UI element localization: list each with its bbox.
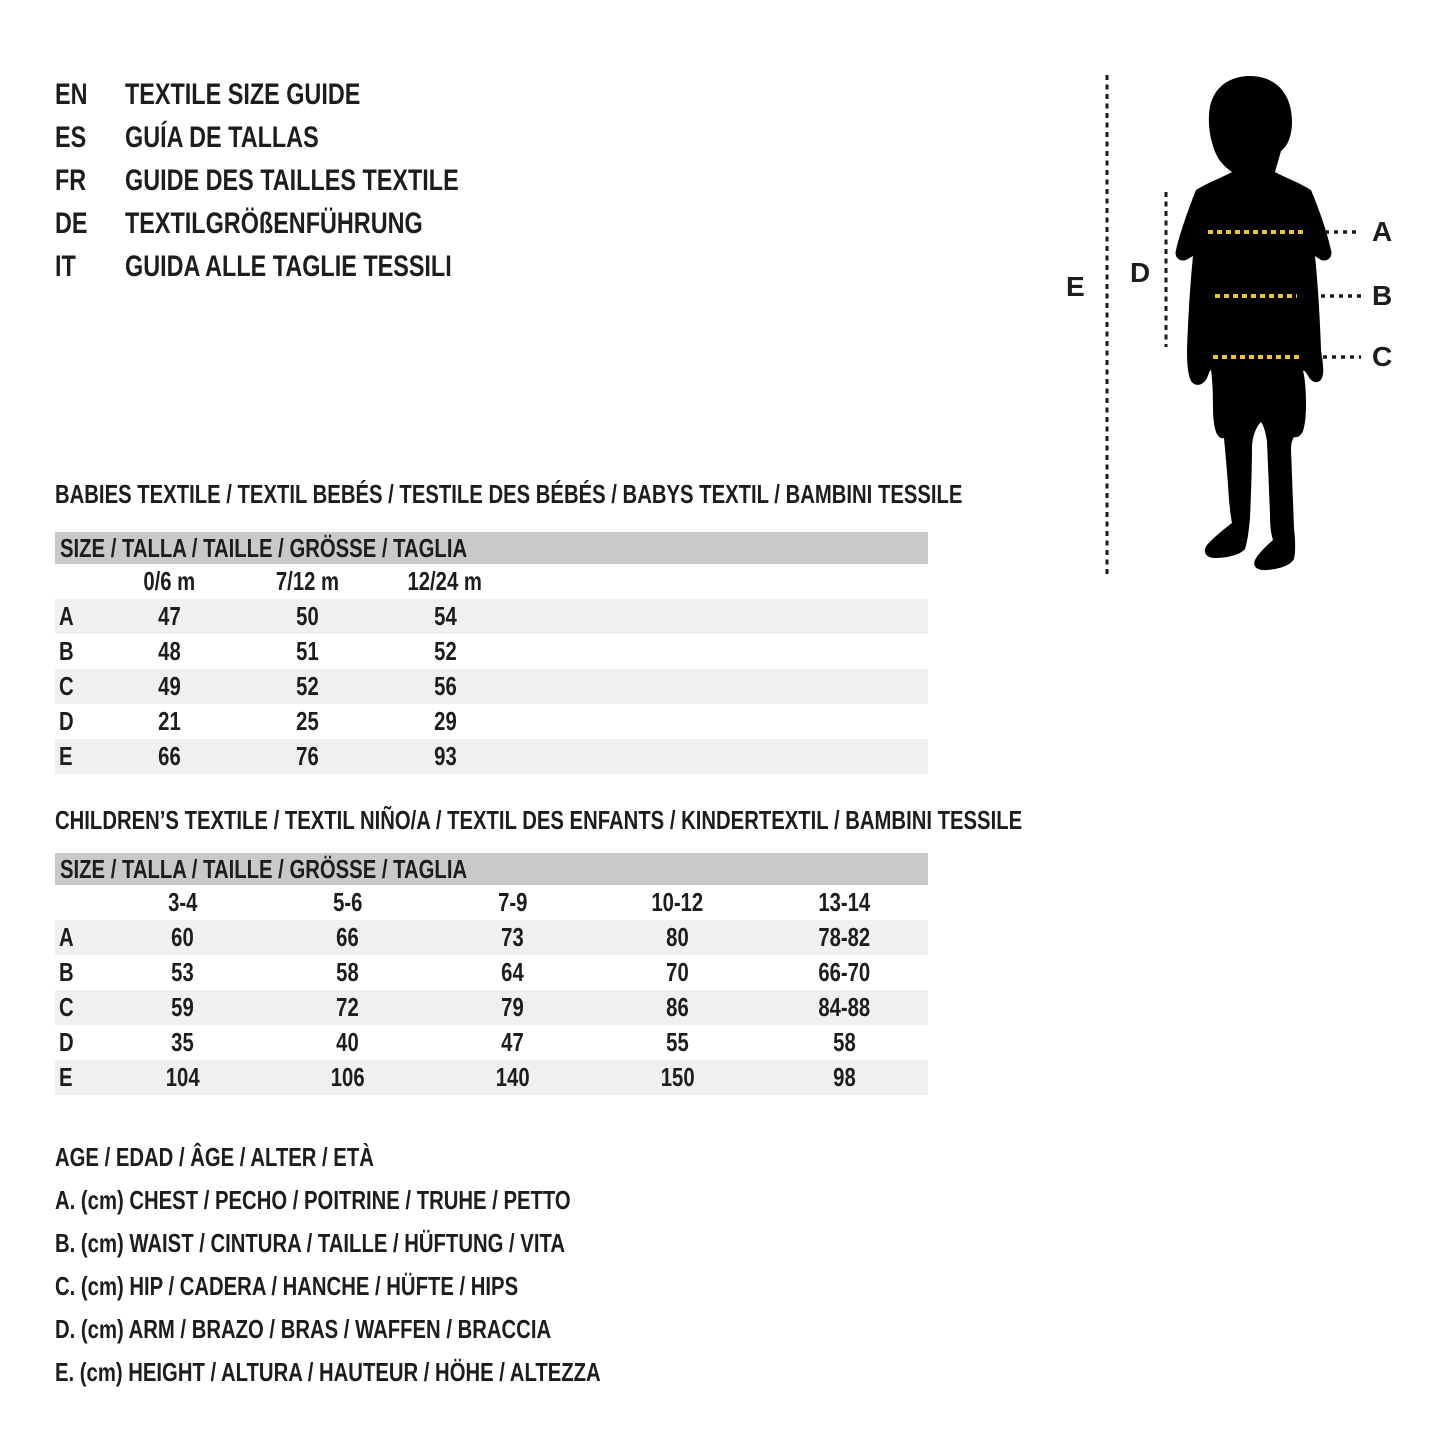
cell-value: 93 — [433, 741, 457, 771]
legend-hip: C. (cm) HIP / CADERA / HANCHE / HÜFTE / HIPS — [55, 1271, 519, 1301]
table-row — [55, 599, 928, 634]
title-row-en — [55, 73, 553, 116]
cell-value: 78-82 — [818, 922, 870, 952]
babies-size-header-bar: SIZE / TALLA / TAILLE / GRÖSSE / TAGLIA — [55, 532, 928, 564]
legend-height: E. (cm) HEIGHT / ALTURA / HAUTEUR / HÖHE / ALTEZZA — [55, 1357, 601, 1387]
babies-section-title: BABIES TEXTILE / TEXTIL BEBÉS / TESTILE DES BÉBÉS / BABYS TEXTIL / BAMBINI TESSILE — [55, 479, 963, 509]
cell-value: 58 — [336, 957, 359, 987]
page-title-en: TEXTILE SIZE GUIDE — [125, 78, 361, 111]
cell-value: 98 — [832, 1062, 856, 1092]
table-row — [55, 669, 928, 704]
cell-value: 66 — [336, 922, 359, 952]
legend-age: AGE / EDAD / ÂGE / ALTER / ETÀ — [55, 1142, 374, 1172]
children-col-3: 10-12 — [651, 887, 704, 917]
legend-waist: B. (cm) WAIST / CINTURA / TAILLE / HÜFTUNG / VITA — [55, 1228, 565, 1258]
cell-value: 60 — [171, 922, 194, 952]
children-size-table — [55, 885, 928, 1095]
title-row-es — [55, 116, 553, 159]
measure-label-e: E — [1066, 271, 1085, 302]
babies-col-2: 12/24 m — [407, 566, 483, 596]
cell-value: 64 — [501, 957, 524, 987]
cell-value: 66 — [157, 741, 181, 771]
cell-value: 80 — [666, 922, 689, 952]
cell-value: 47 — [501, 1027, 524, 1057]
lang-code: EN — [55, 78, 88, 111]
row-label: D — [59, 1027, 74, 1057]
cell-value: 52 — [433, 636, 457, 666]
cell-value: 47 — [157, 601, 181, 631]
page-title-fr: GUIDE DES TAILLES TEXTILE — [125, 164, 459, 197]
babies-size-table — [55, 564, 928, 774]
title-row-fr — [55, 159, 553, 202]
cell-value: 104 — [165, 1062, 200, 1092]
table-row — [55, 704, 928, 739]
row-label: A — [59, 601, 74, 631]
children-column-header-row — [55, 885, 928, 920]
table-row — [55, 990, 928, 1025]
legend-arm: D. (cm) ARM / BRAZO / BRAS / WAFFEN / BRACCIA — [55, 1314, 552, 1344]
babies-table-block — [55, 532, 928, 774]
measure-label-c: C — [1372, 341, 1393, 372]
cell-value: 35 — [171, 1027, 194, 1057]
cell-value: 56 — [433, 671, 457, 701]
table-row — [55, 739, 928, 774]
cell-value: 55 — [666, 1027, 689, 1057]
cell-value: 59 — [171, 992, 194, 1022]
cell-value: 58 — [832, 1027, 856, 1057]
lang-code: IT — [55, 250, 76, 283]
cell-value: 84-88 — [818, 992, 870, 1022]
cell-value: 49 — [157, 671, 181, 701]
language-title-list — [55, 73, 553, 288]
row-label: A — [59, 922, 74, 952]
cell-value: 52 — [295, 671, 319, 701]
cell-value: 150 — [660, 1062, 695, 1092]
table-row — [55, 634, 928, 669]
children-table-block — [55, 853, 928, 1095]
page-title-it: GUIDA ALLE TAGLIE TESSILI — [125, 250, 452, 283]
table-row — [55, 1025, 928, 1060]
cell-value: 29 — [433, 706, 457, 736]
measure-label-d: D — [1130, 257, 1151, 288]
cell-value: 51 — [295, 636, 319, 666]
lang-code: ES — [55, 121, 87, 154]
table-row — [55, 1060, 928, 1095]
cell-value: 25 — [295, 706, 319, 736]
measurement-legend — [55, 1136, 755, 1394]
row-label: B — [59, 957, 74, 987]
cell-value: 76 — [295, 741, 319, 771]
cell-value: 72 — [336, 992, 359, 1022]
legend-chest: A. (cm) CHEST / PECHO / POITRINE / TRUHE / PETTO — [55, 1185, 571, 1215]
cell-value: 53 — [171, 957, 194, 987]
page-title-es: GUÍA DE TALLAS — [125, 121, 319, 154]
row-label: E — [59, 741, 73, 771]
cell-value: 66-70 — [818, 957, 870, 987]
children-col-2: 7-9 — [497, 887, 528, 917]
cell-value: 86 — [666, 992, 689, 1022]
cell-value: 21 — [157, 706, 181, 736]
measure-label-b: B — [1372, 280, 1393, 311]
row-label: C — [59, 671, 74, 701]
table-row — [55, 955, 928, 990]
cell-value: 70 — [666, 957, 689, 987]
table-row — [55, 920, 928, 955]
cell-value: 48 — [157, 636, 181, 666]
row-label: E — [59, 1062, 73, 1092]
title-row-de — [55, 202, 553, 245]
lang-code: DE — [55, 207, 88, 240]
children-col-1: 5-6 — [332, 887, 363, 917]
row-label: D — [59, 706, 74, 736]
lang-code: FR — [55, 164, 87, 197]
row-label: B — [59, 636, 74, 666]
cell-value: 79 — [501, 992, 524, 1022]
cell-value: 73 — [501, 922, 524, 952]
row-label: C — [59, 992, 74, 1022]
cell-value: 54 — [433, 601, 457, 631]
cell-value: 50 — [295, 601, 319, 631]
children-section-title: CHILDREN’S TEXTILE / TEXTIL NIÑO/A / TEXTIL DES ENFANTS / KINDERTEXTIL / BAMBINI TESSILE — [55, 805, 1023, 835]
babies-col-0: 0/6 m — [143, 566, 195, 596]
cell-value: 40 — [336, 1027, 359, 1057]
children-col-0: 3-4 — [167, 887, 198, 917]
page-title-de: TEXTILGRÖßENFÜHRUNG — [125, 207, 423, 240]
title-row-it — [55, 245, 553, 288]
children-col-4: 13-14 — [818, 887, 870, 917]
babies-column-header-row — [55, 564, 928, 599]
babies-col-1: 7/12 m — [275, 566, 339, 596]
cell-value: 106 — [330, 1062, 365, 1092]
measure-label-a: A — [1372, 216, 1393, 247]
cell-value: 140 — [495, 1062, 530, 1092]
children-size-header-bar: SIZE / TALLA / TAILLE / GRÖSSE / TAGLIA — [55, 853, 928, 885]
